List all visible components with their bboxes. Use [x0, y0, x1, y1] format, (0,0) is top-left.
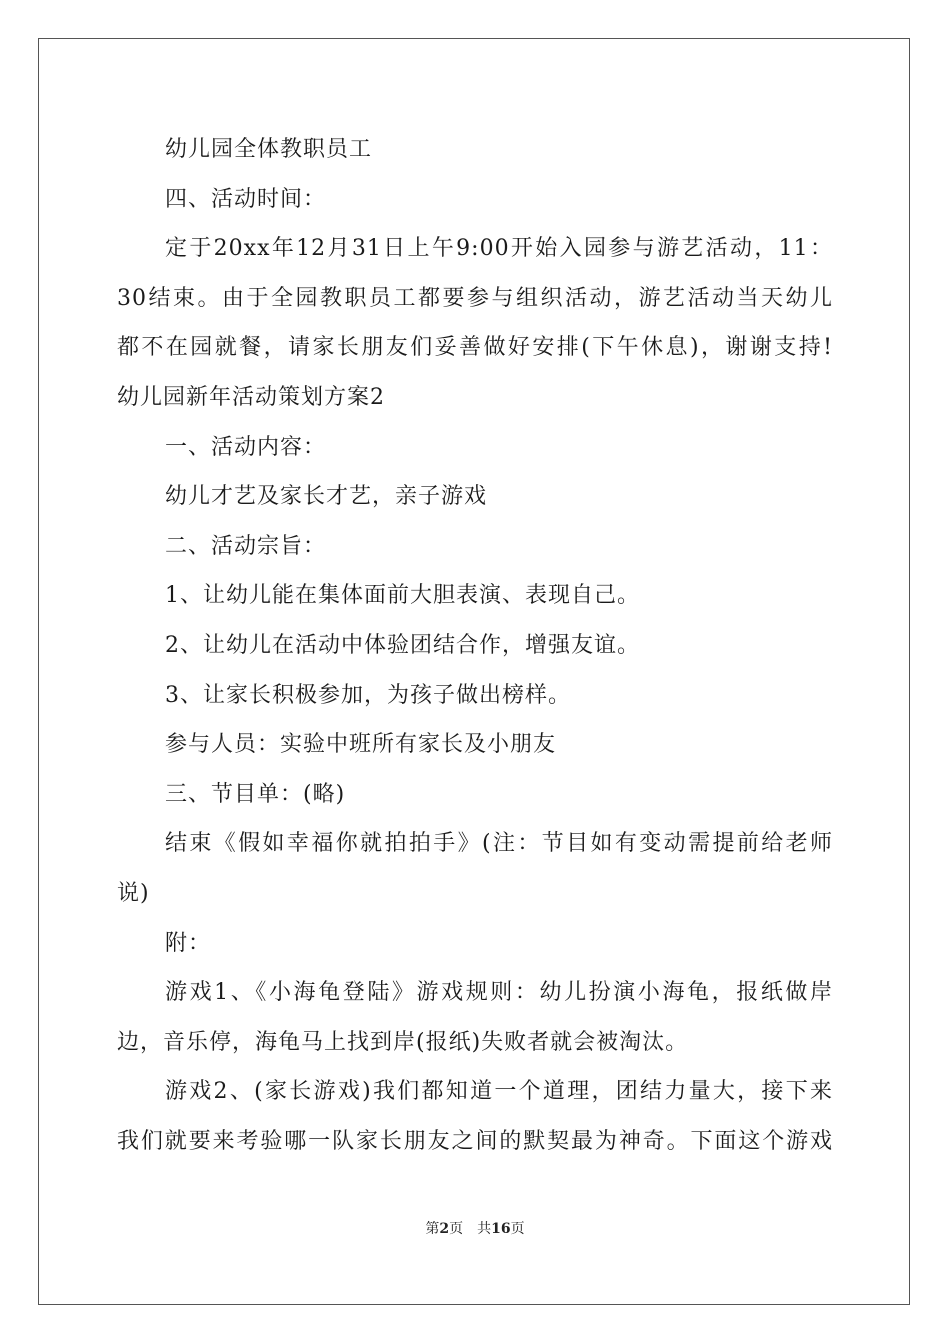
footer-middle: 页 共: [449, 1221, 492, 1237]
text-line: 说): [117, 880, 150, 906]
footer-prefix: 第: [425, 1221, 440, 1237]
text-line: 30结束。由于全园教职员工都要参与组织活动，游艺活动当天幼儿: [117, 285, 833, 311]
text-line: 1、让幼儿能在集体面前大胆表演、表现自己。: [165, 583, 640, 609]
text-line: 结束《假如幸福你就拍拍手》(注：节目如有变动需提前给老师: [165, 831, 833, 857]
page-footer: [0, 1218, 950, 1238]
text-line: 3、让家长积极参加，为孩子做出榜样。: [165, 682, 571, 708]
text-line: 游戏2、(家长游戏)我们都知道一个道理，团结力量大，接下来: [165, 1079, 833, 1105]
text-line: 附：: [165, 930, 212, 956]
text-line: 幼儿才艺及家长才艺，亲子游戏: [165, 484, 488, 510]
text-line: 二、活动宗旨：: [165, 533, 327, 559]
text-line: 三、节目单：(略): [165, 781, 346, 807]
text-line: 四、活动时间：: [165, 186, 327, 212]
text-line: 2、让幼儿在活动中体验团结合作，增强友谊。: [165, 632, 640, 658]
text-line: 游戏1、《小海龟登陆》游戏规则：幼儿扮演小海龟，报纸做岸: [165, 980, 833, 1006]
text-line: 边，音乐停，海龟马上找到岸(报纸)失败者就会被淘汰。: [117, 1029, 689, 1055]
footer-suffix: 页: [510, 1221, 525, 1237]
text-line: 定于20xx年12月31日上午9:00开始入园参与游艺活动，11：: [165, 236, 833, 262]
text-line: 幼儿园新年活动策划方案2: [117, 384, 385, 410]
document-body: [117, 125, 833, 1166]
current-page-number: 2: [439, 1221, 450, 1237]
text-line: 一、活动内容：: [165, 434, 327, 460]
text-line: 幼儿园全体教职员工: [165, 137, 373, 162]
total-page-count: 16: [491, 1221, 511, 1237]
text-line: 都不在园就餐，请家长朋友们妥善做好安排(下午休息)，谢谢支持!: [117, 335, 833, 361]
text-line: 参与人员：实验中班所有家长及小朋友: [165, 732, 557, 758]
text-line: 我们就要来考验哪一队家长朋友之间的默契最为神奇。下面这个游戏: [117, 1128, 833, 1154]
